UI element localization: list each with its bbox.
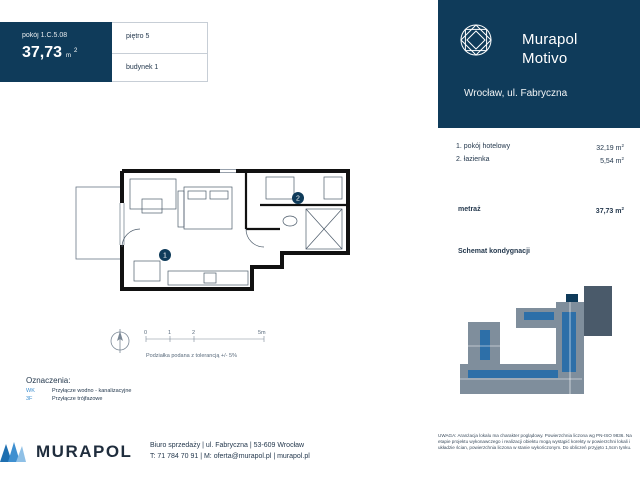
scale-tick-1: 1 <box>168 330 172 336</box>
washbasin <box>324 177 342 199</box>
toilet <box>283 216 297 226</box>
legend-label: Przyłącze wodno - kanalizacyjne <box>52 388 132 394</box>
door-swing <box>122 229 140 247</box>
floor-schema-title: Schemat kondygnacji <box>458 248 530 255</box>
brand-name-line1: Murapol <box>522 31 578 48</box>
room-value <box>600 156 624 165</box>
brand-name <box>522 30 578 68</box>
floor-label: piętro 5 <box>126 33 150 40</box>
contact-line-2[interactable]: T: 71 784 70 91 | M: oferta@murapol.pl | murapol.pl <box>150 453 310 460</box>
rooms-list <box>456 143 624 169</box>
total-label: metraż <box>458 206 481 213</box>
legend-label: Przyłącze trójfazowe <box>52 396 103 402</box>
legend-code: WK <box>26 388 35 394</box>
unit-code: pokój 1.C.5.08 <box>22 32 68 39</box>
schema-highlight <box>480 330 490 360</box>
legend-item <box>26 388 131 394</box>
bath-cabinet <box>266 177 294 199</box>
building-label: budynek 1 <box>112 53 207 83</box>
door-swing <box>246 229 264 247</box>
legend <box>26 376 131 402</box>
brand-panel <box>438 0 640 128</box>
room-label: 1. pokój hotelowy <box>456 143 511 150</box>
brand-name-line2: Motivo <box>522 50 568 67</box>
room-marker-1-label: 1 <box>163 252 167 260</box>
unit-summary <box>0 22 112 82</box>
room-value-sup: 2 <box>621 156 624 161</box>
schema-current-unit <box>566 294 578 302</box>
legend-item <box>26 396 131 402</box>
motivo-logo-icon <box>460 24 492 56</box>
room-label: 2. łazienka <box>456 156 490 163</box>
unit-area-value: 37,73 <box>22 44 63 61</box>
total-value-sup: 2 <box>621 206 624 211</box>
schema-highlight <box>524 312 554 320</box>
wardrobe <box>178 191 184 227</box>
contact-info <box>150 440 310 462</box>
sofa <box>130 179 176 209</box>
pillow <box>188 191 206 199</box>
murapol-wordmark: MURAPOL <box>36 442 133 461</box>
unit-area <box>22 44 112 62</box>
sink <box>204 273 216 283</box>
legend-title: Oznaczenia: <box>26 376 71 385</box>
unit-area-sup: 2 <box>74 48 78 54</box>
schema-wing-annex <box>584 286 612 336</box>
dining-table <box>134 261 160 281</box>
room-marker-2-label: 2 <box>296 195 300 203</box>
schema-highlight <box>562 312 576 372</box>
scale-note: Podziałka podana z tolerancją +/- 5% <box>146 353 237 359</box>
bed <box>184 187 232 229</box>
coffee-table <box>142 199 162 213</box>
total-value-text: 37,73 m <box>595 208 622 215</box>
room-value-sup: 2 <box>621 143 624 148</box>
scale-tick-2: 2 <box>192 330 196 336</box>
legend-code: 3F <box>26 396 33 402</box>
balcony <box>76 187 122 259</box>
total-value <box>596 206 624 215</box>
murapol-logo-icon <box>0 438 26 462</box>
scale-tick-0: 0 <box>144 330 148 336</box>
floor-schema-diagram <box>460 282 628 400</box>
total-area <box>458 206 624 213</box>
unit-details <box>112 22 208 82</box>
room-value-text: 32,19 m <box>596 145 622 152</box>
contact-line-1: Biuro sprzedaży | ul. Fabryczna | 53-609 Wrocław <box>150 442 305 449</box>
scale-tick-5m: 5m <box>258 330 266 336</box>
apartment-floor-plan <box>70 165 352 293</box>
unit-area-unit: m <box>66 53 72 59</box>
schema-highlight <box>468 370 558 378</box>
brand-location: Wrocław, ul. Fabryczna <box>464 88 568 99</box>
room-value <box>596 143 624 152</box>
room-value-text: 5,54 m <box>600 158 622 165</box>
pillow <box>210 191 228 199</box>
room-row <box>456 156 624 169</box>
disclaimer-note: UWAGA: Aranżacja lokalu ma charakter poglądowy. Powierzchnia liczona wg PN-ISO 9836. Na etapie projektu wykonawczego i realizacji obiektu mogą wystąpić korekty w powierzchni lokali i układzie ścian, powierzchnia liczona w stanie wykończonym. Do obliczeń przyjęto 1,5cm tynku. <box>438 433 632 450</box>
scale-bar <box>100 325 280 365</box>
room-row <box>456 143 624 156</box>
